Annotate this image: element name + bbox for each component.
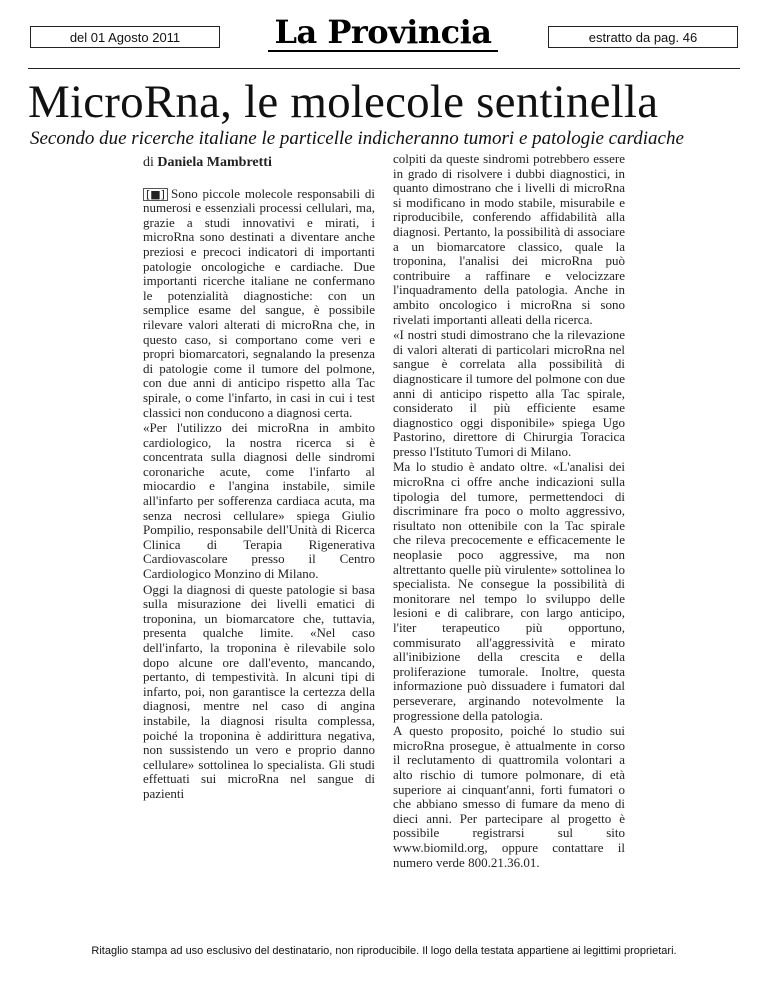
copyright-notice: Ritaglio stampa ad uso esclusivo del destinatario, non riproducibile. Il logo della testata appartiene ai legittimi proprietari.	[91, 945, 677, 957]
paragraph	[143, 187, 375, 421]
article-subheadline: Secondo due ricerche italiane le particelle indicheranno tumori e patologie cardiache	[30, 128, 684, 149]
byline-prefix: di	[143, 155, 154, 170]
extract-page: estratto da pag. 46	[588, 29, 698, 45]
article-headline: MicroRna, le molecole sentinella	[28, 76, 659, 128]
paragraph: «I nostri studi dimostrano che la rilevazione di valori alterati di particolari microRna nel sangue è correlata alla possibilità di diagnosticare il tumore del polmone con due anni di anticipo rispetto alla Tac spirale, considerato il più efficiente esame diagnostico oggi disponibile» spiega Ugo Pastorino, direttore di Chirurgia Toracica presso l'Istituto Tumori di Milano.	[393, 327, 625, 459]
paragraph: «Per l'utilizzo dei microRna in ambito cardiologico, la nostra ricerca si è concentrata sulla diagnosi delle sindromi coronariche acute, come l'infarto al miocardio e l'angina instabile, simile all'infarto per sofferenza cardiaca acuta, ma senza necrosi cellulare» spiega Giulio Pompilio, responsabile dell'Unità di Ricerca Clinica di Terapia Rigenerativa Cardiovascolare presso il Centro Cardiologico Monzino di Milano.	[143, 420, 375, 582]
extract-box	[548, 26, 738, 48]
paragraph-text: Sono piccole molecole responsabili di numerosi e essenziali processi cellulari, ma, grazie a studi innovativi e mirati, i microRna sono destinati a diventare anche preziosi e precoci indicatori di importanti patologie oncologiche e cardiache. Due importanti ricerche italiane ne confermano le potenzialità diagnostiche: con un semplice esame del sangue, è possibile rilevare valori alterati di microRna che, in questo caso, si comportano come veri e propri biomarcatori, segnalando la presenza di patologie come il tumore del polmone, con due anni di anticipo rispetto alla Tac spirale, o come l'infarto, in casi in cui i test classici non conducono a diagnosi certa.	[143, 185, 375, 420]
paragraph: A questo proposito, poiché lo studio sui microRna prosegue, è attualmente in corso il reclutamento di quattromila volontari a alto rischio di tumore polmonare, di età superiore ai cinquant'anni, forti fumatori o che abbiano smesso di fumare da meno di dieci anni. Per partecipare al progetto è possibile registrarsi sul sito www.biomild.org, oppure contattare il numero verde 800.21.36.01.	[393, 723, 625, 870]
paragraph: colpiti da queste sindromi potrebbero essere in grado di risolvere i dubbi diagnostici, in quanto dimostrano che i livelli di microRna si modificano in modo stabile, misurabile e riproducibile, conferendo affidabilità alla diagnosi. Pertanto, la possibilità di associare a un biomarcatore classico, quale la troponina, l'analisi dei microRna può contribuire a raffinare e velocizzare l'inquadramento della patologia. Anche in ambito oncologico i microRna si sono rivelati importanti alleati della ricerca.	[393, 151, 625, 327]
header-divider	[28, 68, 740, 69]
article-column-left	[143, 152, 375, 803]
paragraph: Ma lo studio è andato oltre. «L'analisi dei microRna ci offre anche indicazioni sulla tipologia del tumore, permettendoci di discriminare fra poco o molto aggressivo, risultato non ottenibile con la Tac spirale che rileva precocemente e efficacemente le neoplasie poco aggressive, ma non altrettanto quelle più virulente» sottolinea lo specialista. Ne consegue la possibilità di monitorare nel tempo lo sviluppo delle lesioni e di calibrare, con largo anticipo, l'iter terapeutico più opportuno, commisurato all'aggressività e mirato all'inibizione della crescita e della proliferazione tumorale. Inoltre, questa informazione può dissuadere i fumatori dal perseverare, arginando notevolmente la progressione della patologia.	[393, 459, 625, 723]
byline	[143, 156, 375, 171]
masthead-underline	[268, 50, 498, 52]
author-name: Daniela Mambretti	[157, 155, 272, 170]
paragraph: Oggi la diagnosi di queste patologie si basa sulla misurazione dei livelli ematici di troponina, un biomarcatore che, tuttavia, presenta qualche limite. «Nel caso dell'infarto, la troponina è rilevabile solo dopo alcune ore dall'evento, mancando, pertanto, di tempestività. In alcuni tipi di infarto, poi, non garantisce la certezza della diagnosi, mentre nel caso di angina instabile, la diagnosi risulta complessa, poiché la troponina è addirittura negativa, non sussistendo un vero e proprio danno cellulare» sottolinea lo specialista. Gli studi effettuati sui microRna nel sangue di pazienti	[143, 581, 375, 801]
box-bullet-icon: [■]	[143, 188, 168, 201]
newspaper-masthead: La Provincia	[274, 13, 492, 51]
article-column-right	[393, 152, 625, 871]
date-box	[30, 26, 220, 48]
publication-date: del 01 Agosto 2011	[69, 29, 181, 45]
